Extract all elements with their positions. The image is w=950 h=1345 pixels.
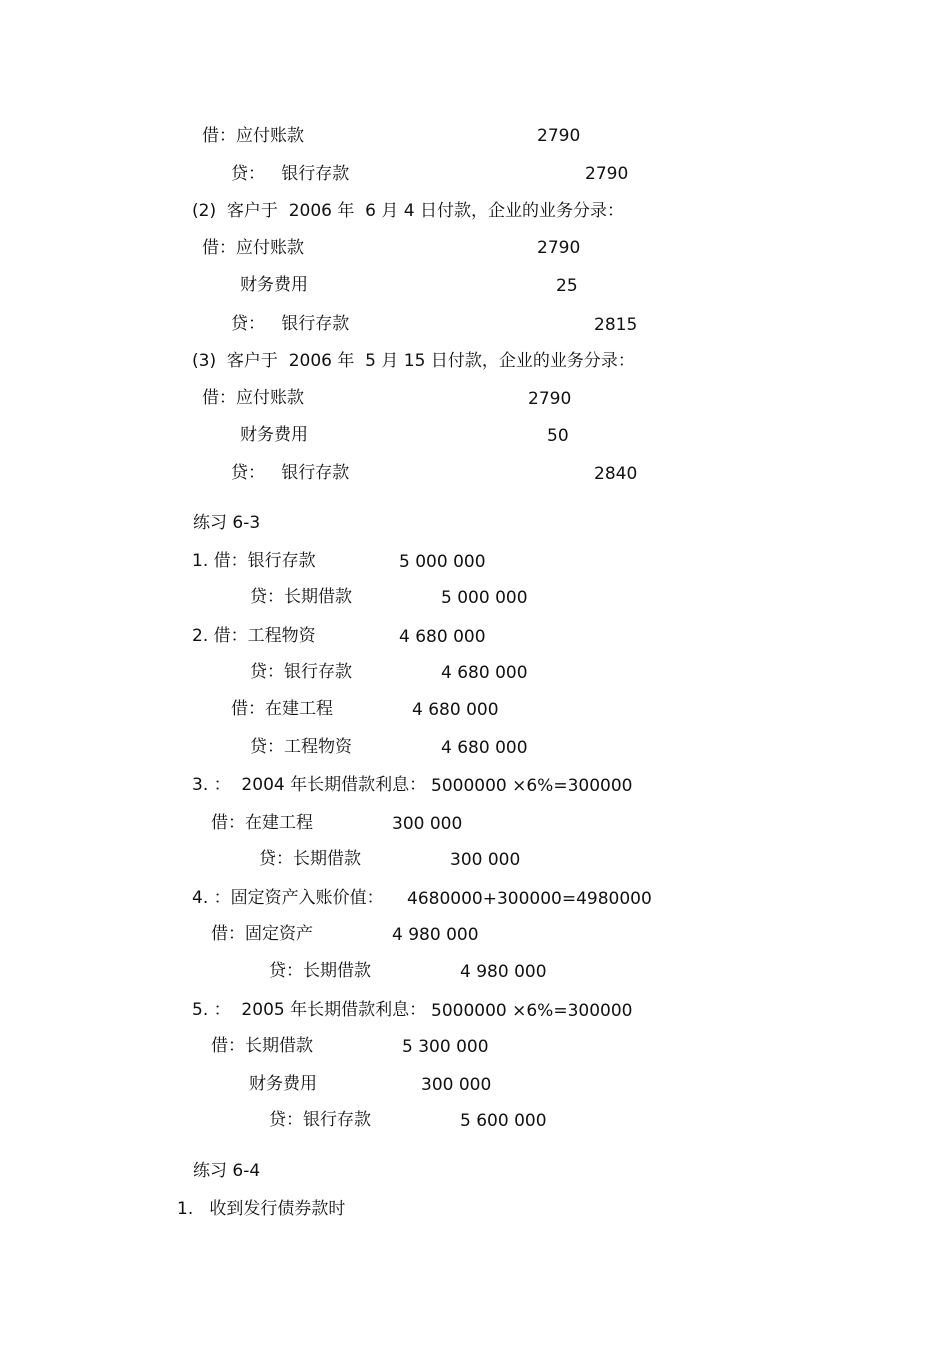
entry-amount: 2790 — [585, 164, 629, 184]
entry-label: 贷：长期借款 — [269, 961, 371, 981]
entry-amount: 2790 — [528, 389, 572, 409]
entry-label: 借：长期借款 — [211, 1036, 313, 1056]
entry-label: 借：应付账款 — [202, 126, 304, 146]
exercise-heading: 练习 6-4 — [193, 1161, 261, 1181]
entry-label: 借：固定资产 — [211, 924, 313, 944]
entry-label: 5. ： 2005 年长期借款利息： — [192, 1000, 427, 1020]
entry-label: 贷：银行存款 — [269, 1110, 371, 1130]
entry-amount: 5000000 ×6%=300000 — [431, 1001, 633, 1021]
entry-amount: 2840 — [594, 464, 638, 484]
entry-label: 借：在建工程 — [211, 813, 313, 833]
entry-label: 借：在建工程 — [231, 699, 333, 719]
entry-amount: 25 — [556, 276, 578, 296]
entry-label: 贷： 银行存款 — [231, 463, 350, 483]
entry-amount: 5000000 ×6%=300000 — [431, 776, 633, 796]
entry-label: 借：应付账款 — [202, 388, 304, 408]
entry-label: 贷：工程物资 — [250, 737, 352, 757]
section-heading: 1. 收到发行债券款时 — [177, 1199, 346, 1219]
entry-amount: 4 680 000 — [412, 700, 499, 720]
entry-amount: 5 000 000 — [441, 588, 528, 608]
entry-amount: 50 — [547, 426, 569, 446]
entry-amount: 2790 — [537, 238, 581, 258]
entry-amount: 5 600 000 — [460, 1111, 547, 1131]
entry-label: 贷：长期借款 — [259, 849, 361, 869]
entry-amount: 4 680 000 — [441, 663, 528, 683]
entry-amount: 5 300 000 — [402, 1037, 489, 1057]
entry-amount: 300 000 — [421, 1075, 492, 1095]
entry-amount: 2815 — [594, 315, 638, 335]
entry-label: 财务费用 — [240, 275, 308, 295]
entry-amount: 4 980 000 — [392, 925, 479, 945]
entry-amount: 4 980 000 — [460, 962, 547, 982]
entry-amount: 300 000 — [450, 850, 521, 870]
entry-label: 财务费用 — [240, 425, 308, 445]
entry-label: 贷：银行存款 — [250, 662, 352, 682]
entry-amount: 4680000+300000=4980000 — [407, 889, 652, 909]
entry-amount: 2790 — [537, 126, 581, 146]
entry-label: 3. ： 2004 年长期借款利息： — [192, 775, 427, 795]
entry-label: 借：应付账款 — [202, 238, 304, 258]
entry-label: 4. ：固定资产入账价值： — [192, 888, 384, 908]
entry-amount: 5 000 000 — [399, 552, 486, 572]
entry-label: 贷： 银行存款 — [231, 314, 350, 334]
entry-label: 财务费用 — [249, 1074, 317, 1094]
entry-amount: 4 680 000 — [441, 738, 528, 758]
exercise-heading: 练习 6-3 — [193, 513, 261, 533]
entry-label: 贷：长期借款 — [250, 587, 352, 607]
entry-label: 贷： 银行存款 — [231, 164, 350, 184]
entry-amount: 300 000 — [392, 814, 463, 834]
entry-label: 2. 借：工程物资 — [192, 626, 316, 646]
section-heading: (2) 客户于 2006 年 6 月 4 日付款，企业的业务分录： — [192, 201, 625, 221]
section-heading: (3) 客户于 2006 年 5 月 15 日付款，企业的业务分录： — [192, 351, 635, 371]
entry-amount: 4 680 000 — [399, 627, 486, 647]
entry-label: 1. 借：银行存款 — [192, 551, 316, 571]
